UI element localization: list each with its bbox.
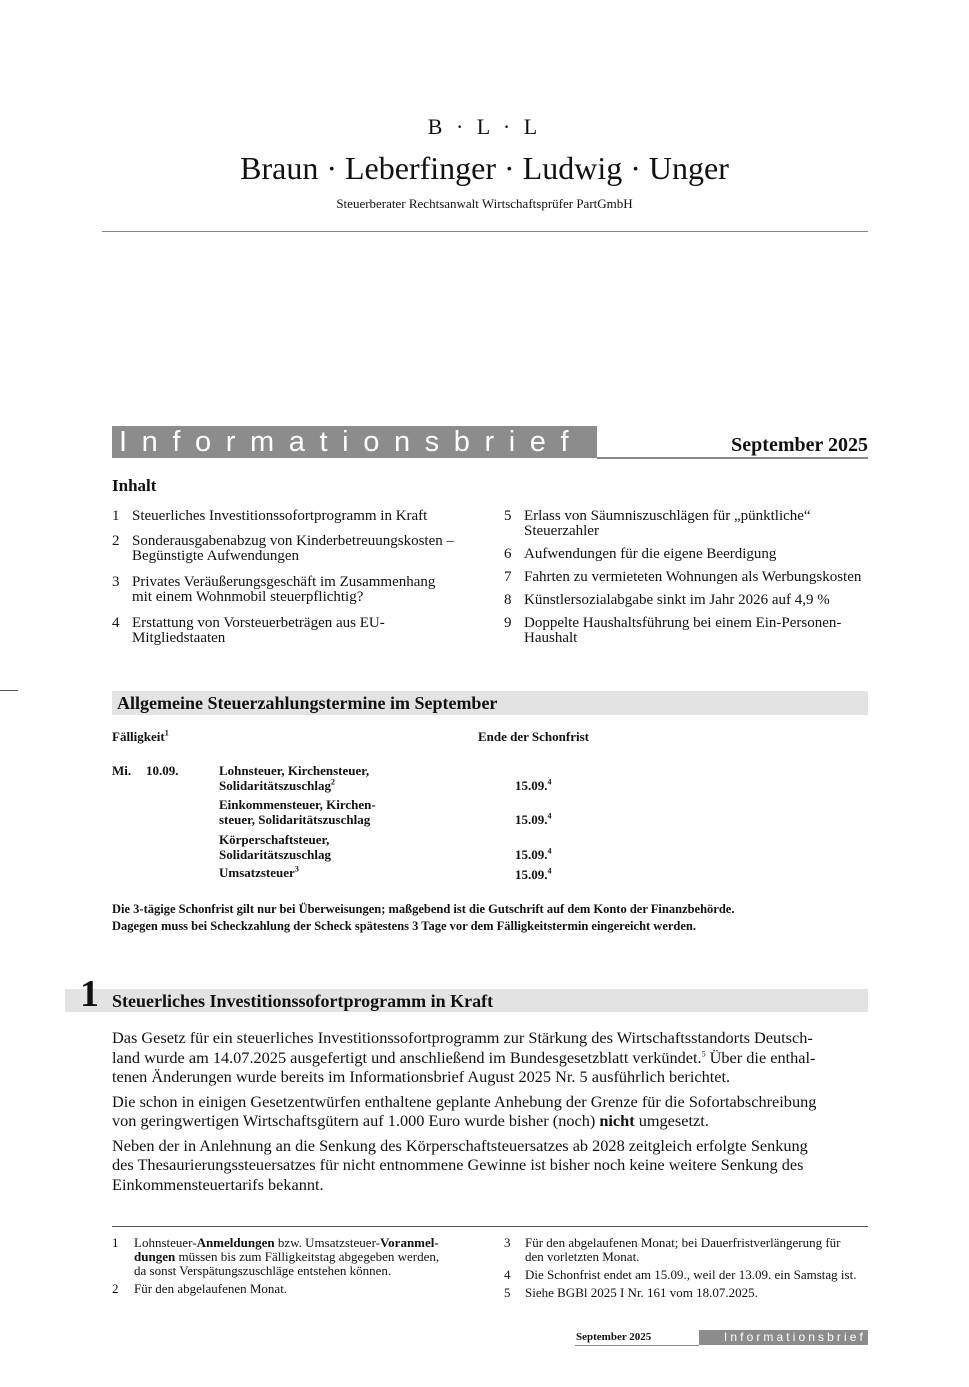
body-line: von geringwertigen Wirtschaftsgütern auf 1.000 Euro wurde bisher (noch) xyxy=(112,1111,600,1130)
footnote-text: Lohnsteuer- xyxy=(134,1235,197,1250)
footnote-emphasis: Anmeldungen xyxy=(196,1235,275,1250)
footnote-text: bzw. Umsatzsteuer- xyxy=(274,1235,380,1250)
toc-number: 3 xyxy=(112,574,120,590)
footnote-ref: 1 xyxy=(164,728,169,738)
footnote-rule xyxy=(112,1226,868,1227)
footnote-ref: 3 xyxy=(294,864,299,874)
toc-number: 1 xyxy=(112,508,120,524)
tax-line: Körperschaftsteuer, xyxy=(219,832,330,847)
section-1-title: Steuerliches Investitionssofortprogramm in Kraft xyxy=(112,991,494,1011)
toc-heading: Inhalt xyxy=(112,476,157,495)
tax-row-4 xyxy=(219,865,299,880)
footnote-number: 2 xyxy=(112,1281,119,1296)
footnote-text: den vorletzten Monat. xyxy=(525,1249,640,1264)
banner-title: Informationsbrief xyxy=(112,426,597,458)
tax-line: Einkommensteuer, Kirchen- xyxy=(219,797,376,812)
toc-text: Erstattung von Vorsteuerbeträgen aus EU-Mitgliedstaaten xyxy=(132,615,385,646)
termine-heading xyxy=(112,691,868,715)
end-date: 15.09. xyxy=(515,778,548,793)
toc-text: Steuerliches Investitionssofortprogramm in Kraft xyxy=(132,508,428,524)
toc-item-4[interactable] xyxy=(112,616,472,646)
footnote-2 xyxy=(112,1282,462,1296)
note-line: Dagegen muss bei Scheckzahlung der Scheck spätestens 3 Tage vor dem Fälligkeitstermin eingereicht werden. xyxy=(112,919,697,933)
footer-label: Informationsbrief xyxy=(699,1330,868,1345)
end-date-1 xyxy=(515,778,552,794)
end-date-4 xyxy=(515,867,552,883)
footnote-3 xyxy=(504,1236,868,1264)
section-1-body xyxy=(112,1028,872,1194)
col-due-label: Fälligkeit xyxy=(112,729,165,744)
banner-rule xyxy=(597,457,868,459)
footnote-text: Für den abgelaufenen Monat. xyxy=(134,1281,288,1296)
footnote-number: 4 xyxy=(504,1267,511,1282)
tax-row-1 xyxy=(219,763,369,793)
note-line: Die 3-tägige Schonfrist gilt nur bei Überweisungen; maßgebend ist die Gutschrift auf dem Konto der Finanzbehörde. xyxy=(112,902,735,916)
toc-number: 8 xyxy=(504,592,512,608)
col-faelligkeit xyxy=(112,729,169,745)
toc-text: Aufwendungen für die eigene Beerdigung xyxy=(524,546,777,562)
footnote-emphasis: dungen xyxy=(134,1249,176,1264)
body-line: Die schon in einigen Gesetzentwürfen enthaltene geplante Anhebung der Grenze für die Sofortabschreibung xyxy=(112,1091,817,1111)
end-date: 15.09. xyxy=(515,847,548,862)
toc-number: 9 xyxy=(504,615,512,631)
body-line: Über die enthal- xyxy=(705,1047,816,1067)
toc-number: 7 xyxy=(504,569,512,585)
header-rule xyxy=(102,231,868,232)
toc-text: Privates Veräußerungsgeschäft im Zusammenhang mit einem Wohnmobil steuerpflichtig? xyxy=(132,574,436,605)
footnote-text: Die Schonfrist endet am 15.09., weil der 13.09. ein Samstag ist. xyxy=(525,1267,857,1282)
toc-item-8[interactable] xyxy=(504,593,868,608)
toc-item-1[interactable] xyxy=(112,509,472,524)
firm-name: Braun · Leberfinger · Ludwig · Unger xyxy=(240,150,729,186)
firm-initials: B · L · L xyxy=(427,114,542,139)
tax-line: Solidaritätszuschlag xyxy=(219,847,331,862)
tax-row-2 xyxy=(219,797,376,827)
toc-number: 5 xyxy=(504,508,512,524)
margin-mark xyxy=(0,690,18,691)
tax-line: Solidaritätszuschlag xyxy=(219,778,331,793)
footnote-ref: 4 xyxy=(547,846,552,856)
due-day: Mi. xyxy=(112,763,132,778)
body-line: Neben der in Anlehnung an die Senkung des Körperschaftsteuersatzes ab 2028 zeitgleich erfolgte Senkung xyxy=(112,1135,808,1155)
toc-number: 2 xyxy=(112,533,120,549)
toc-text: Erlass von Säumniszuschlägen für „pünktliche“ Steuerzahler xyxy=(524,508,811,539)
toc-item-2[interactable] xyxy=(112,534,472,564)
toc-number: 4 xyxy=(112,615,120,631)
toc-text: Sonderausgabenabzug von Kinderbetreuungskosten – Begünstigte Aufwendungen xyxy=(132,533,455,564)
footnote-1 xyxy=(112,1236,462,1278)
col-schonfrist: Ende der Schonfrist xyxy=(478,729,589,744)
toc-text: Fahrten zu vermieteten Wohnungen als Werbungskosten xyxy=(524,569,862,585)
firm-subtitle: Steuerberater Rechtsanwalt Wirtschaftsprüfer PartGmbH xyxy=(336,196,633,211)
footnote-ref: 4 xyxy=(547,811,552,821)
footer-rule xyxy=(575,1345,699,1346)
footnote-number: 1 xyxy=(112,1235,119,1250)
footnote-text: da sonst Verspätungszuschläge entstehen können. xyxy=(134,1263,392,1278)
footnote-5 xyxy=(504,1286,868,1300)
tax-line: steuer, Solidaritätszuschlag xyxy=(219,812,371,827)
body-line: des Thesaurierungssteuersatzes für nicht entnommene Gewinne ist bisher noch keine weitere Senkung des xyxy=(112,1155,804,1174)
schonfrist-note xyxy=(112,901,872,935)
end-date-3 xyxy=(515,847,552,863)
footnote-text: Für den abgelaufenen Monat; bei Dauerfristverlängerung für xyxy=(525,1235,841,1250)
tax-line: Umsatzsteuer xyxy=(219,865,295,880)
toc-item-7[interactable] xyxy=(504,570,868,585)
toc-item-6[interactable] xyxy=(504,547,868,562)
body-line: tenen Änderungen wurde bereits im Informationsbrief August 2025 Nr. 5 ausführlich berichtet. xyxy=(112,1067,731,1086)
tax-row-3 xyxy=(219,832,331,862)
footnote-ref: 2 xyxy=(330,777,335,787)
body-line: umgesetzt. xyxy=(634,1111,709,1130)
footer-date: September 2025 xyxy=(576,1331,652,1343)
body-emphasis: nicht xyxy=(599,1111,635,1130)
section-1-number: 1 xyxy=(80,973,99,1015)
footnote-number: 5 xyxy=(504,1285,511,1300)
tax-line: Lohnsteuer, Kirchensteuer, xyxy=(219,763,370,778)
footnote-text: Siehe BGBl 2025 I Nr. 161 vom 18.07.2025. xyxy=(525,1285,758,1300)
footnote-ref: 4 xyxy=(547,777,552,787)
end-date-2 xyxy=(515,812,552,828)
toc-text: Doppelte Haushaltsführung bei einem Ein-Personen-Haushalt xyxy=(524,615,842,646)
termine-heading-text: Allgemeine Steuerzahlungstermine im September xyxy=(117,693,498,713)
end-date: 15.09. xyxy=(515,812,548,827)
body-line: land wurde am 14.07.2025 ausgefertigt und anschließend im Bundesgesetzblatt verkündet. xyxy=(112,1047,702,1067)
footnote-4 xyxy=(504,1268,868,1282)
toc-number: 6 xyxy=(504,546,512,562)
footnote-emphasis: Voranmel- xyxy=(379,1235,439,1250)
toc-text: Künstlersozialabgabe sinkt im Jahr 2026 auf 4,9 % xyxy=(524,592,830,608)
footnote-ref: 4 xyxy=(547,866,552,876)
end-date: 15.09. xyxy=(515,867,548,882)
body-line: Das Gesetz für ein steuerliches Investitionssofortprogramm zur Stärkung des Wirtschaftsstandorts Deutsch- xyxy=(112,1028,813,1047)
toc-item-9[interactable] xyxy=(504,616,868,646)
footnote-number: 3 xyxy=(504,1235,511,1250)
body-line: Einkommensteuertarifs bekannt. xyxy=(112,1174,324,1194)
due-date: 10.09. xyxy=(146,763,179,778)
footnote-ref: 5 xyxy=(701,1049,706,1059)
toc-item-5[interactable] xyxy=(504,509,868,539)
footnote-text: müssen bis zum Fälligkeitstag abgegeben werden, xyxy=(175,1249,440,1264)
toc-item-3[interactable] xyxy=(112,575,472,605)
banner-date: September 2025 xyxy=(731,434,868,456)
